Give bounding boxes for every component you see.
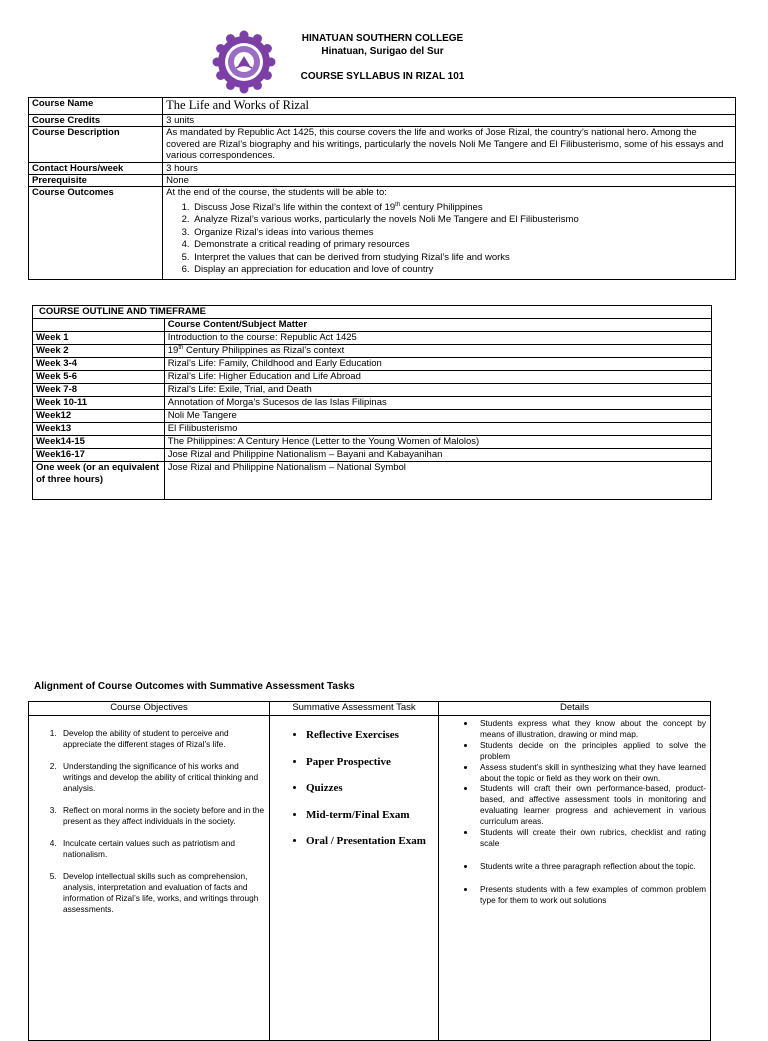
course-outcomes-label: Course Outcomes [29, 186, 163, 280]
detail-item: • Students express what they know about the concept by means of illustration, drawing or mind map. [476, 718, 706, 740]
task-item: • Mid-term/Final Exam [306, 808, 438, 822]
assessment-task-header: Summative Assessment Task [270, 702, 439, 716]
outcome-item [192, 202, 732, 215]
table-row [33, 436, 712, 449]
table-row [33, 371, 712, 384]
table-row [33, 410, 712, 423]
document-title: COURSE SYLLABUS IN RIZAL 101 [300, 71, 465, 82]
detail-item: • Students will create their own rubrics, checklist and rating scale [476, 827, 706, 849]
detail-item: • Assess student’s skill in synthesizing what they have learned about the topic or field as they work on their own. [476, 762, 706, 784]
objective-item: 1. Develop the ability of student to perceive and appreciate the different stages of Rizal’s life. [59, 728, 269, 750]
topic-cell: Noli Me Tangere [164, 410, 711, 423]
topic-superscript: th [178, 344, 184, 351]
topic-cell: Rizal’s Life: Exile, Trial, and Death [164, 384, 711, 397]
detail-item: • Students decide on the principles applied to solve the problem [476, 740, 706, 762]
topic-cell: Annotation of Morga’s Sucesos de las Islas Filipinas [164, 397, 711, 410]
task-item: • Quizzes [306, 781, 438, 795]
course-name-value: The Life and Works of Rizal [163, 98, 736, 115]
task-item: • Oral / Presentation Exam [306, 834, 438, 848]
course-name-label: Course Name [29, 98, 163, 115]
alignment-table [28, 701, 711, 1041]
details-list-reflection [439, 861, 706, 872]
course-info-table [28, 97, 736, 280]
outcome-item: 4. Demonstrate a critical reading of primary resources [192, 239, 732, 252]
course-description-value: As mandated by Republic Act 1425, this course covers the life and works of Jose Rizal, the country’s national hero. Among the covered are Rizal’s biography and his writings, particularly the novels Noli Me Tangere and El Filibusterismo, some of his essays and various correspondences. [163, 127, 736, 163]
objective-item: 4. Inculcate certain values such as patriotism and nationalism. [59, 838, 269, 860]
topic-text-end: Century Philippines as Rizal’s context [183, 345, 345, 356]
outcome-item: 6. Display an appreciation for education and love of country [192, 264, 732, 277]
details-header: Details [439, 702, 711, 716]
task-item: • Reflective Exercises [306, 728, 438, 742]
alignment-title: Alignment of Course Outcomes with Summative Assessment Tasks [34, 681, 355, 692]
topic-cell: Introduction to the course: Republic Act 1425 [164, 332, 711, 345]
table-row [33, 332, 712, 345]
table-row [33, 423, 712, 436]
outcome-item: 5. Interpret the values that can be derived from studying Rizal’s life and works [192, 252, 732, 265]
week-cell: Week 5-6 [33, 371, 165, 384]
college-location: Hinatuan, Surigao del Sur [321, 46, 444, 57]
details-list-problems [439, 884, 706, 906]
table-row [33, 358, 712, 371]
week-cell: Week14-15 [33, 436, 165, 449]
topic-text: 19 [167, 345, 179, 356]
outcome-item: 3. Organize Rizal’s ideas into various themes [192, 227, 732, 240]
course-outcomes-cell [163, 186, 736, 280]
outline-header-blank [33, 319, 165, 332]
objective-item: 2. Understanding the significance of his works and writings and develop the ability of critical thinking and analysis. [59, 761, 269, 794]
objectives-cell [29, 716, 270, 1041]
college-name: HINATUAN SOUTHERN COLLEGE [301, 33, 464, 44]
objectives-list [29, 728, 269, 915]
table-row [33, 345, 712, 358]
outcomes-list [166, 202, 732, 278]
objectives-header: Course Objectives [29, 702, 270, 716]
topic-cell: Jose Rizal and Philippine Nationalism – Bayani and Kabayanihan [164, 449, 711, 462]
outcome-superscript: th [395, 201, 401, 208]
prerequisite-label: Prerequisite [29, 174, 163, 186]
course-description-label: Course Description [29, 127, 163, 163]
week-cell: Week 10-11 [33, 397, 165, 410]
tasks-cell [270, 716, 439, 1041]
topic-cell: Jose Rizal and Philippine Nationalism – National Symbol [164, 462, 711, 500]
details-list [439, 718, 706, 849]
contact-hours-label: Contact Hours/week [29, 162, 163, 174]
topic-cell: Rizal’s Life: Higher Education and Life Abroad [164, 371, 711, 384]
table-row [33, 449, 712, 462]
table-row [33, 384, 712, 397]
week-cell: Week 2 [33, 345, 165, 358]
detail-item: • Presents students with a few examples of common problem type for them to work out solutions [476, 884, 706, 906]
table-row [33, 462, 712, 500]
topic-cell: El Filibusterismo [164, 423, 711, 436]
course-outline-table [32, 305, 712, 500]
contact-hours-value: 3 hours [163, 162, 736, 174]
course-credits-label: Course Credits [29, 115, 163, 127]
week-cell: Week13 [33, 423, 165, 436]
outcome-text: Discuss Jose Rizal’s life within the context of 19 [194, 201, 396, 213]
objective-item: 3. Reflect on moral norms in the society before and in the present as they affect individuals in the society. [59, 805, 269, 827]
outcomes-intro: At the end of the course, the students will be able to: [166, 186, 387, 198]
topic-cell: The Philippines: A Century Hence (Letter to the Young Women of Malolos) [164, 436, 711, 449]
objective-item: 5. Develop intellectual skills such as comprehension, analysis, interpretation and evaluation of facts and information of Rizal’s life, works, and writings through assessments. [59, 871, 269, 915]
outline-title: COURSE OUTLINE AND TIMEFRAME [33, 306, 712, 319]
outcome-text-end: century Philippines [400, 201, 483, 213]
week-cell: One week (or an equivalent of three hours) [33, 462, 165, 500]
detail-item: • Students write a three paragraph reflection about the topic. [476, 861, 706, 872]
week-cell: Week 7-8 [33, 384, 165, 397]
course-credits-value: 3 units [163, 115, 736, 127]
topic-cell [164, 345, 711, 358]
topic-cell: Rizal’s Life: Family, Childhood and Early Education [164, 358, 711, 371]
week-cell: Week 3-4 [33, 358, 165, 371]
week-cell: Week12 [33, 410, 165, 423]
week-cell: Week16-17 [33, 449, 165, 462]
tasks-list [270, 728, 438, 848]
task-item: • Paper Prospective [306, 755, 438, 769]
details-cell [439, 716, 711, 1041]
week-cell: Week 1 [33, 332, 165, 345]
prerequisite-value: None [163, 174, 736, 186]
table-row [33, 397, 712, 410]
outcome-item: 2. Analyze Rizal’s various works, particularly the novels Noli Me Tangere and El Filibusterismo [192, 214, 732, 227]
detail-item: • Students will craft their own performance-based, product-based, and affective assessment tools in monitoring and evaluating learner progress and achievement in various curriculum areas. [476, 783, 706, 827]
outline-column-header: Course Content/Subject Matter [164, 319, 711, 332]
